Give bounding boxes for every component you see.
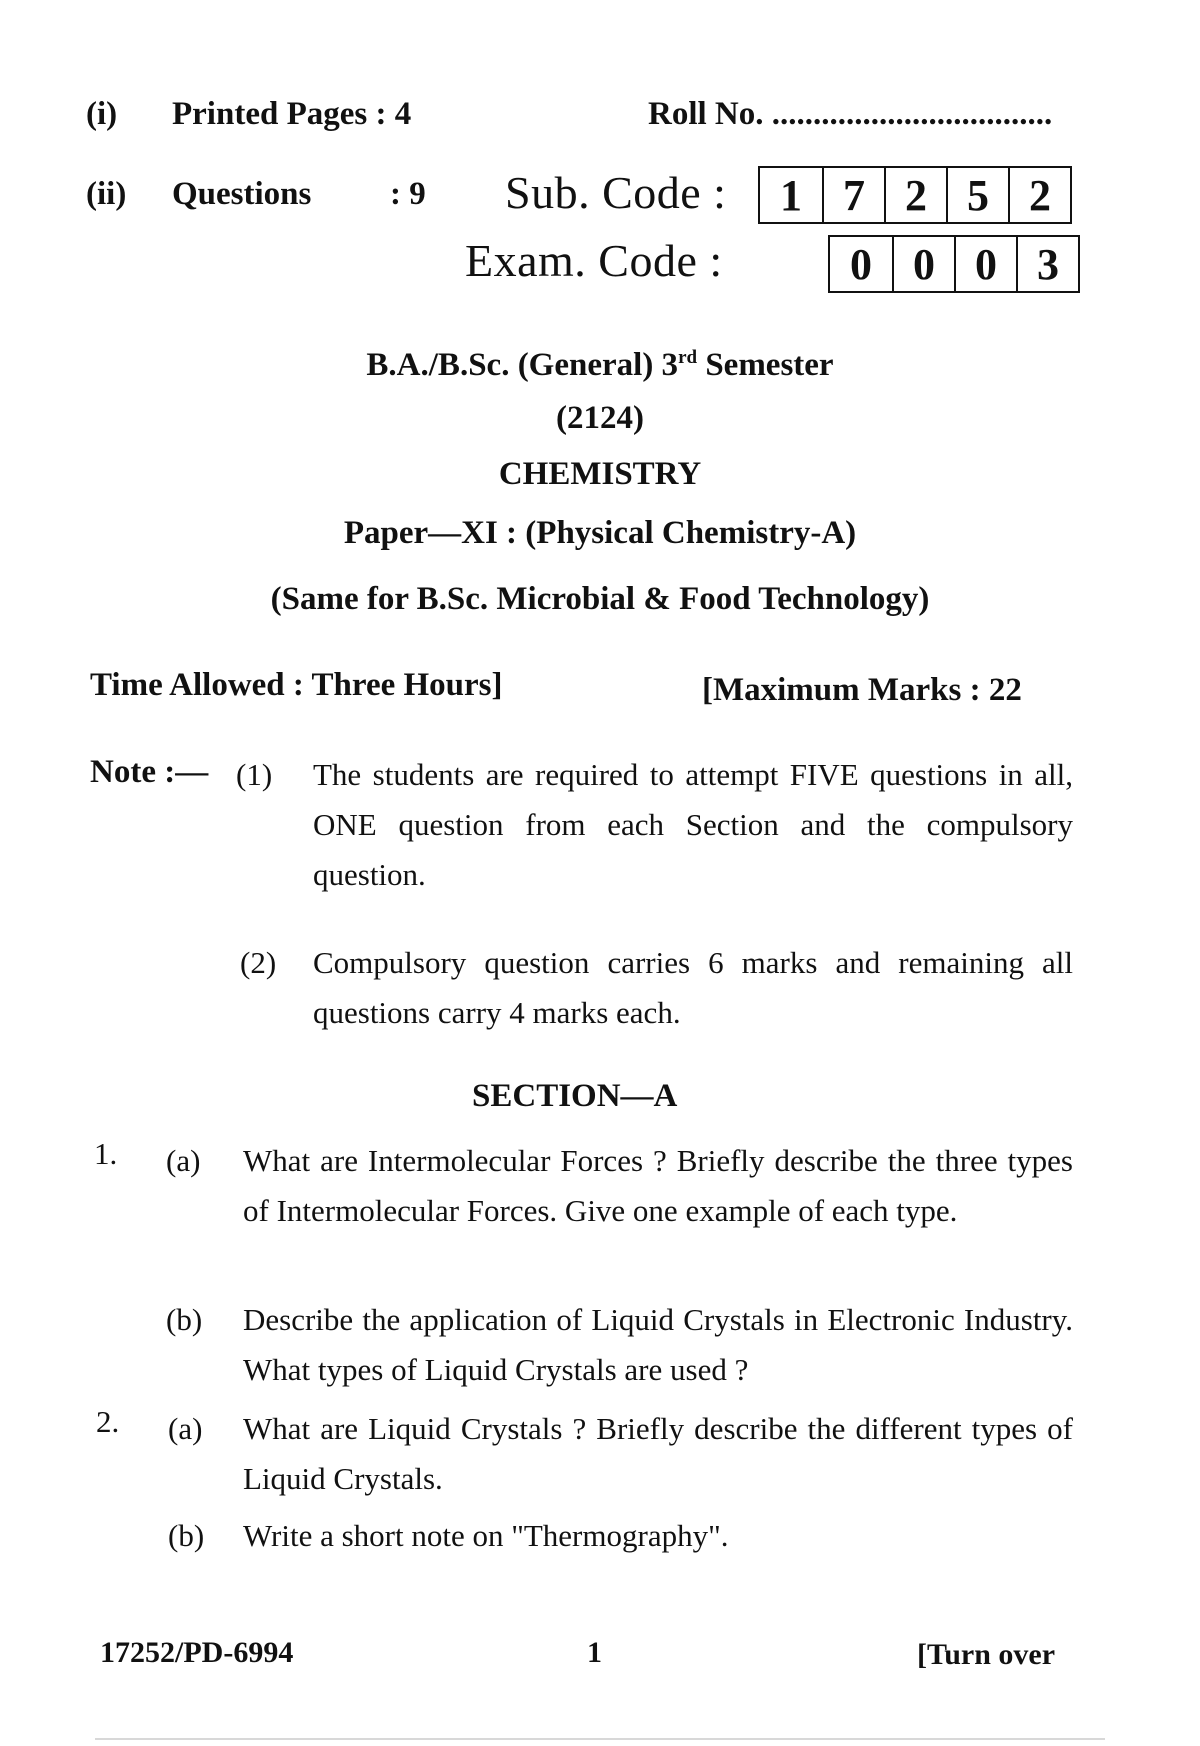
exam-code-label: Exam. Code :: [465, 235, 723, 286]
time-allowed: Time Allowed : Three Hours]: [90, 667, 503, 703]
note-item-num: (2): [240, 945, 277, 980]
printed-pages-num: (i): [86, 96, 118, 132]
exam-code-boxes: [828, 235, 1080, 293]
exam-code-digit: 0: [850, 239, 872, 289]
question-part-label: (a): [168, 1411, 203, 1446]
exam-code-digit: 0: [892, 237, 954, 291]
course-title-sup: rd: [678, 347, 698, 368]
paper-title: Paper—XI : (Physical Chemistry-A): [343, 515, 857, 551]
questions-value: : 9: [390, 176, 426, 212]
note-item-text: The students are required to attempt FIVE questions in all, ONE question from each Section and the compulsory question.: [313, 757, 1073, 892]
question-part-text: Describe the application of Liquid Crystals in Electronic Industry. What types of Liquid Crystals are used ?: [243, 1302, 1073, 1387]
question-part-label: (b): [168, 1518, 205, 1553]
question-part-text: Write a short note on "Thermography".: [243, 1518, 729, 1553]
sub-code-label: Sub. Code :: [505, 167, 727, 218]
printed-pages: Printed Pages : 4: [172, 96, 412, 132]
question-part-label: (a): [166, 1143, 201, 1178]
sub-code-digit: 5: [946, 168, 1008, 222]
maximum-marks: [Maximum Marks : 22: [702, 672, 1022, 708]
sub-code-digit: 2: [884, 168, 946, 222]
same-for-note: (Same for B.Sc. Microbial & Food Technology): [270, 581, 930, 617]
sub-code-boxes: [758, 166, 1072, 224]
sub-code-digit: 2: [1008, 168, 1070, 222]
session-code: (2124): [556, 400, 644, 436]
question-part-text: What are Liquid Crystals ? Briefly describe the different types of Liquid Crystals.: [243, 1411, 1073, 1496]
questions-num: (ii): [86, 176, 127, 212]
question-number: 1.: [94, 1136, 118, 1171]
scan-edge-line: [95, 1738, 1105, 1740]
sub-code-digit: 1: [780, 170, 802, 220]
footer-code: 17252/PD-6994: [100, 1636, 294, 1669]
section-heading: SECTION—A: [472, 1078, 678, 1114]
roll-no: Roll No. ..................................: [648, 96, 1053, 132]
exam-code-digit: 3: [1016, 237, 1078, 291]
exam-code-digit: 0: [954, 237, 1016, 291]
note-item-text: Compulsory question carries 6 marks and remaining all questions carry 4 marks each.: [313, 945, 1073, 1030]
question-part-label: (b): [166, 1302, 203, 1337]
note-item-num: (1): [236, 757, 273, 792]
question-number: 2.: [96, 1404, 120, 1439]
question-part-text: What are Intermolecular Forces ? Briefly describe the three types of Intermolecular Forces. Give one example of each type.: [243, 1143, 1073, 1228]
turn-over: [Turn over: [917, 1638, 1056, 1671]
questions-label: Questions: [172, 176, 312, 212]
course-title-prefix: B.A./B.Sc. (General) 3: [366, 347, 679, 383]
page-number: 1: [587, 1636, 602, 1669]
note-label: Note :—: [90, 754, 209, 790]
subject-title: CHEMISTRY: [498, 456, 702, 492]
course-title-suffix: Semester: [697, 347, 834, 383]
course-title: [0, 347, 1200, 384]
sub-code-digit: 7: [822, 168, 884, 222]
